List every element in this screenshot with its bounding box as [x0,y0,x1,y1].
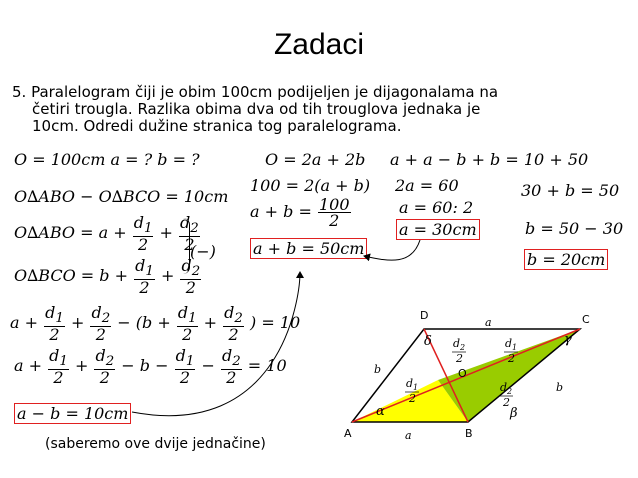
center-o: O [458,367,467,380]
b-equation: 30 + b = 50 [521,181,620,200]
angle-beta: β [510,406,518,421]
svg-text:d: d [505,337,513,350]
angle-alpha: α [376,404,385,419]
frac-d2-2: $\frac{d_2}{2}$ [180,213,199,255]
sum-line-1: a + $\frac{d_1}{2}$ + $\frac{d_2}{2}$ − (b + $\frac{d_1}{2}$ + $\frac{d_2}{2}$ ) = 10 [10,303,301,345]
svg-text:2: 2 [460,343,466,352]
hundred-eq: 100 = 2(a + b) [250,176,371,195]
frac-d1-2b: $\frac{d_1}{2}$ [135,256,154,298]
a-division: a = 60: 2 [399,198,474,217]
add-note: (saberemo ove dvije jednačine) [45,436,266,452]
vertex-c: C [582,313,590,326]
frac-d2-2b: $\frac{d_2}{2}$ [181,256,201,298]
perimeter-abo: O∆ABO = a + $\frac{d_1}{2}$ + $\frac{d_2}{2}$ [14,213,199,255]
task-line-2: četiri trougla. Razlika obima dva od tih trouglova jednaka je [32,100,481,118]
apb-result: a + b = 50cm [250,238,367,259]
svg-text:2: 2 [456,352,463,365]
side-b-left: b [374,363,382,376]
side-a-bottom: a [405,429,412,442]
svg-text:1: 1 [413,383,419,392]
task-line-1: 5. Paralelogram čiji je obim 100cm podijeljen je dijagonalama na [12,83,499,101]
svg-text:d: d [406,377,414,390]
svg-text:2: 2 [508,352,515,365]
svg-text:1: 1 [512,343,518,352]
a-minus-b-result: a − b = 10cm [14,403,131,424]
sum-line-2: a + $\frac{d_1}{2}$ + $\frac{d_2}{2}$ − b − $\frac{d_1}{2}$ − $\frac{d_2}{2}$ = 10 [14,346,287,388]
label-d2-half-left [452,337,466,365]
frac-d1-2: $\frac{d_1}{2}$ [133,213,153,255]
angle-gamma: γ [564,332,572,347]
svg-text:d: d [500,381,508,394]
arrow-to-apb-from-a [364,240,420,260]
side-b-right: b [556,381,564,394]
side-a-top: a [485,316,492,329]
apb-fraction: a + b = $\frac{100}{2}$ [250,195,350,230]
two-a: 2a = 60 [395,176,459,195]
minus-tag: (−) [190,242,216,261]
vertex-d: D [420,309,429,322]
a-result: a = 30cm [396,219,480,240]
given-line: O = 100cm a = ? b = ? [14,150,200,169]
perimeter-bco: O∆BCO = b + $\frac{d_1}{2}$ + $\frac{d_2}{2}$ [14,256,201,298]
parallelogram-figure [340,305,610,445]
svg-text:2: 2 [503,396,510,409]
b-result: b = 20cm [524,249,608,270]
oabo-lhs: O∆ABO = a + [14,223,127,243]
svg-text:2: 2 [409,392,416,405]
vertex-b: B [465,427,473,440]
angle-delta: δ [424,334,432,349]
svg-text:d: d [453,337,461,350]
perimeter-difference: O∆ABO − O∆BCO = 10cm [14,187,229,206]
slide-title: Zadaci [273,28,365,61]
svg-text:2: 2 [507,387,513,396]
arrow-to-apb [132,272,300,416]
system-sum: a + a − b + b = 10 + 50 [390,150,589,169]
b-subtraction: b = 50 − 30 [525,219,624,238]
vertex-a: A [344,427,352,440]
obco-lhs: O∆BCO = b + [14,266,129,286]
task-line-3: 10cm. Odredi dužine stranica tog paralelograma. [32,117,402,135]
o-2a2b: O = 2a + 2b [265,150,366,169]
